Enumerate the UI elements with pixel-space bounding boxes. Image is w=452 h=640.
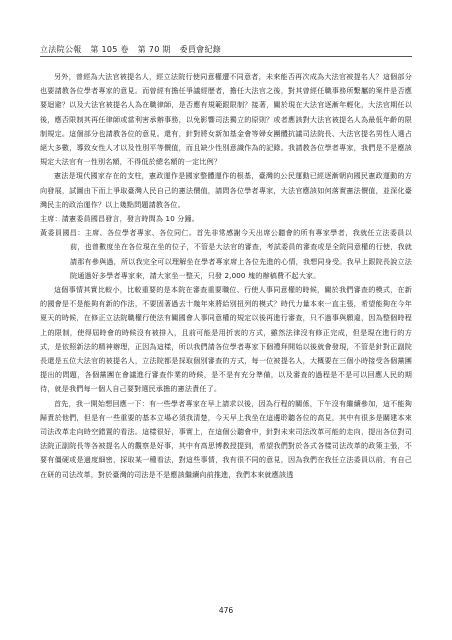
volume-number: 第 105 卷	[90, 45, 129, 54]
chair-remark: 主席：請憲委員國昌發言，發言時間為 10 分鐘。	[40, 214, 200, 224]
publication-name: 立法院公報	[40, 45, 82, 54]
paragraph: 首先，我一開始想回應一下：有一些學者專家在早上請求以後，因為行程的關係，下午沒有繼續參加，這不能夠歸責於他們，但是有一些重要的基本立場必須我清楚，今天早上我坐在這邊聆聽各位的高見，其中有很多是關建本來司法改革走向時空錯置的看法。這樣很好，事實上，在這個公聽會中，針對未來司法改革可能的走向，提出各位對司法院正副院長等各被提名人的觀察是好事，其中有高思博教授提到，希望我們對於各式各樣司法改革的政策主張，不要有僵硬或是過度細密，採取某一種看法，對這些事情，我有很不同的意見，因為我們在我任立法委員以前，有自己在研的司法改革，對於臺灣的司法是不是應該繼續向前推進，我們本來就應該透	[40, 398, 412, 479]
page-header	[40, 44, 227, 55]
paragraph: 另外，曾經為大法官被提名人，經立法院行使同意權遭不同意者，未來能否再次成為大法官被提名人？這個部分也要請教各位學者專家的意見。而曾經有擔任爭議經歷者，擔任大法官之後，對其曾經任職事務所繫屬的案件是否應要迴避？以及大法官被提名人為在職律師，是否應有規範跟限制？接著，關於現在大法官逐漸年輕化，大法官期任以後，應否限制其再任律師或當利害承辦事務，以免影響司法獨立的原則？或者應該對大法官被提名人為最低年齡的限制規定。這個部分也請教各位的意見。還有，針對將女新加基金會等婦女團體抗議司法院長、大法官提名男性人選占絕大多數，導致女性人才以及性別平等價值，而且缺少性別意識作為的記錄。我請教各位學者專家，我們是不是應該規定大法官有一性別名額，不得低於總名額的一定比例？	[40, 72, 412, 167]
page-number: 476	[218, 606, 234, 615]
paragraph: 這個事情其實比較小，比較重要的是本院在審查重要職位、行使人事同意權的時候，關於我們審查的模式，在新的國會是不是能夠有新的作法，不要固著過去十幾年來將給別扭列的模式？時代力量本來一直主張，希望能夠在今年夏天的時候，在修正立法院職權行使法有關國會人事同意權的規定以後再進行審查，只不過事與願違，因為整個時程上的限制，使得屆時會的時候沒有被排入，且前可能是用折衷的方式，雖然法律沒有修正完成，但是現在進行的方式，是依照新法的精神辦理，正因為這樣，所以我們請各位學者專家下個禮拜開始以後就會發現，不管是針對正副院長還是五位大法官的被提名人，立法院都是採取個別審查的方式，每一位被提名人，大概要在三個小時接受各個黨團提出的問題，各個黨團在會議進行審查作業的時候，是不是有充分準備，以及審查的過程是不是可以回應人民的期待，就是我們每一個人自己要對選民承擔的憲法責任了。	[40, 285, 412, 394]
speaker-paragraph: 黃委員國昌：主席、各位學者專家、各位同仁。首先非常感謝今天出席公聽會的所有專家學者，我就任立法委員以前，也曾數度坐在各位現在坐的位子，不管是大法官的審查，考試委員的審查或是全院同意權的行使，我就請那有參與過，所以我完全可以理解坐在學者專家席上各位先進的心情，我想同身受。我早上跟院長說立法院通過好多學者專家來，請大家坐一整天，只發 2,000 塊的辦稿費不起大家。	[40, 228, 412, 280]
header-rule	[40, 56, 412, 57]
section-title: 委員會紀錄	[179, 45, 222, 54]
issue-number: 第 70 期	[137, 45, 171, 54]
paragraph: 憲法是現代國家存在的支柱，憲政運作是國家整體運作的根基，臺灣的公民運動已經逐漸朝向國民憲政運動的方向發展，試圖由下而上爭取臺灣人民自己的憲法價值，請問各位學者專家，大法官應該如何落實憲法價值，並深化臺灣民主的政治運作？以上幾點問題請教各位。	[40, 171, 412, 209]
document-body	[40, 70, 412, 482]
